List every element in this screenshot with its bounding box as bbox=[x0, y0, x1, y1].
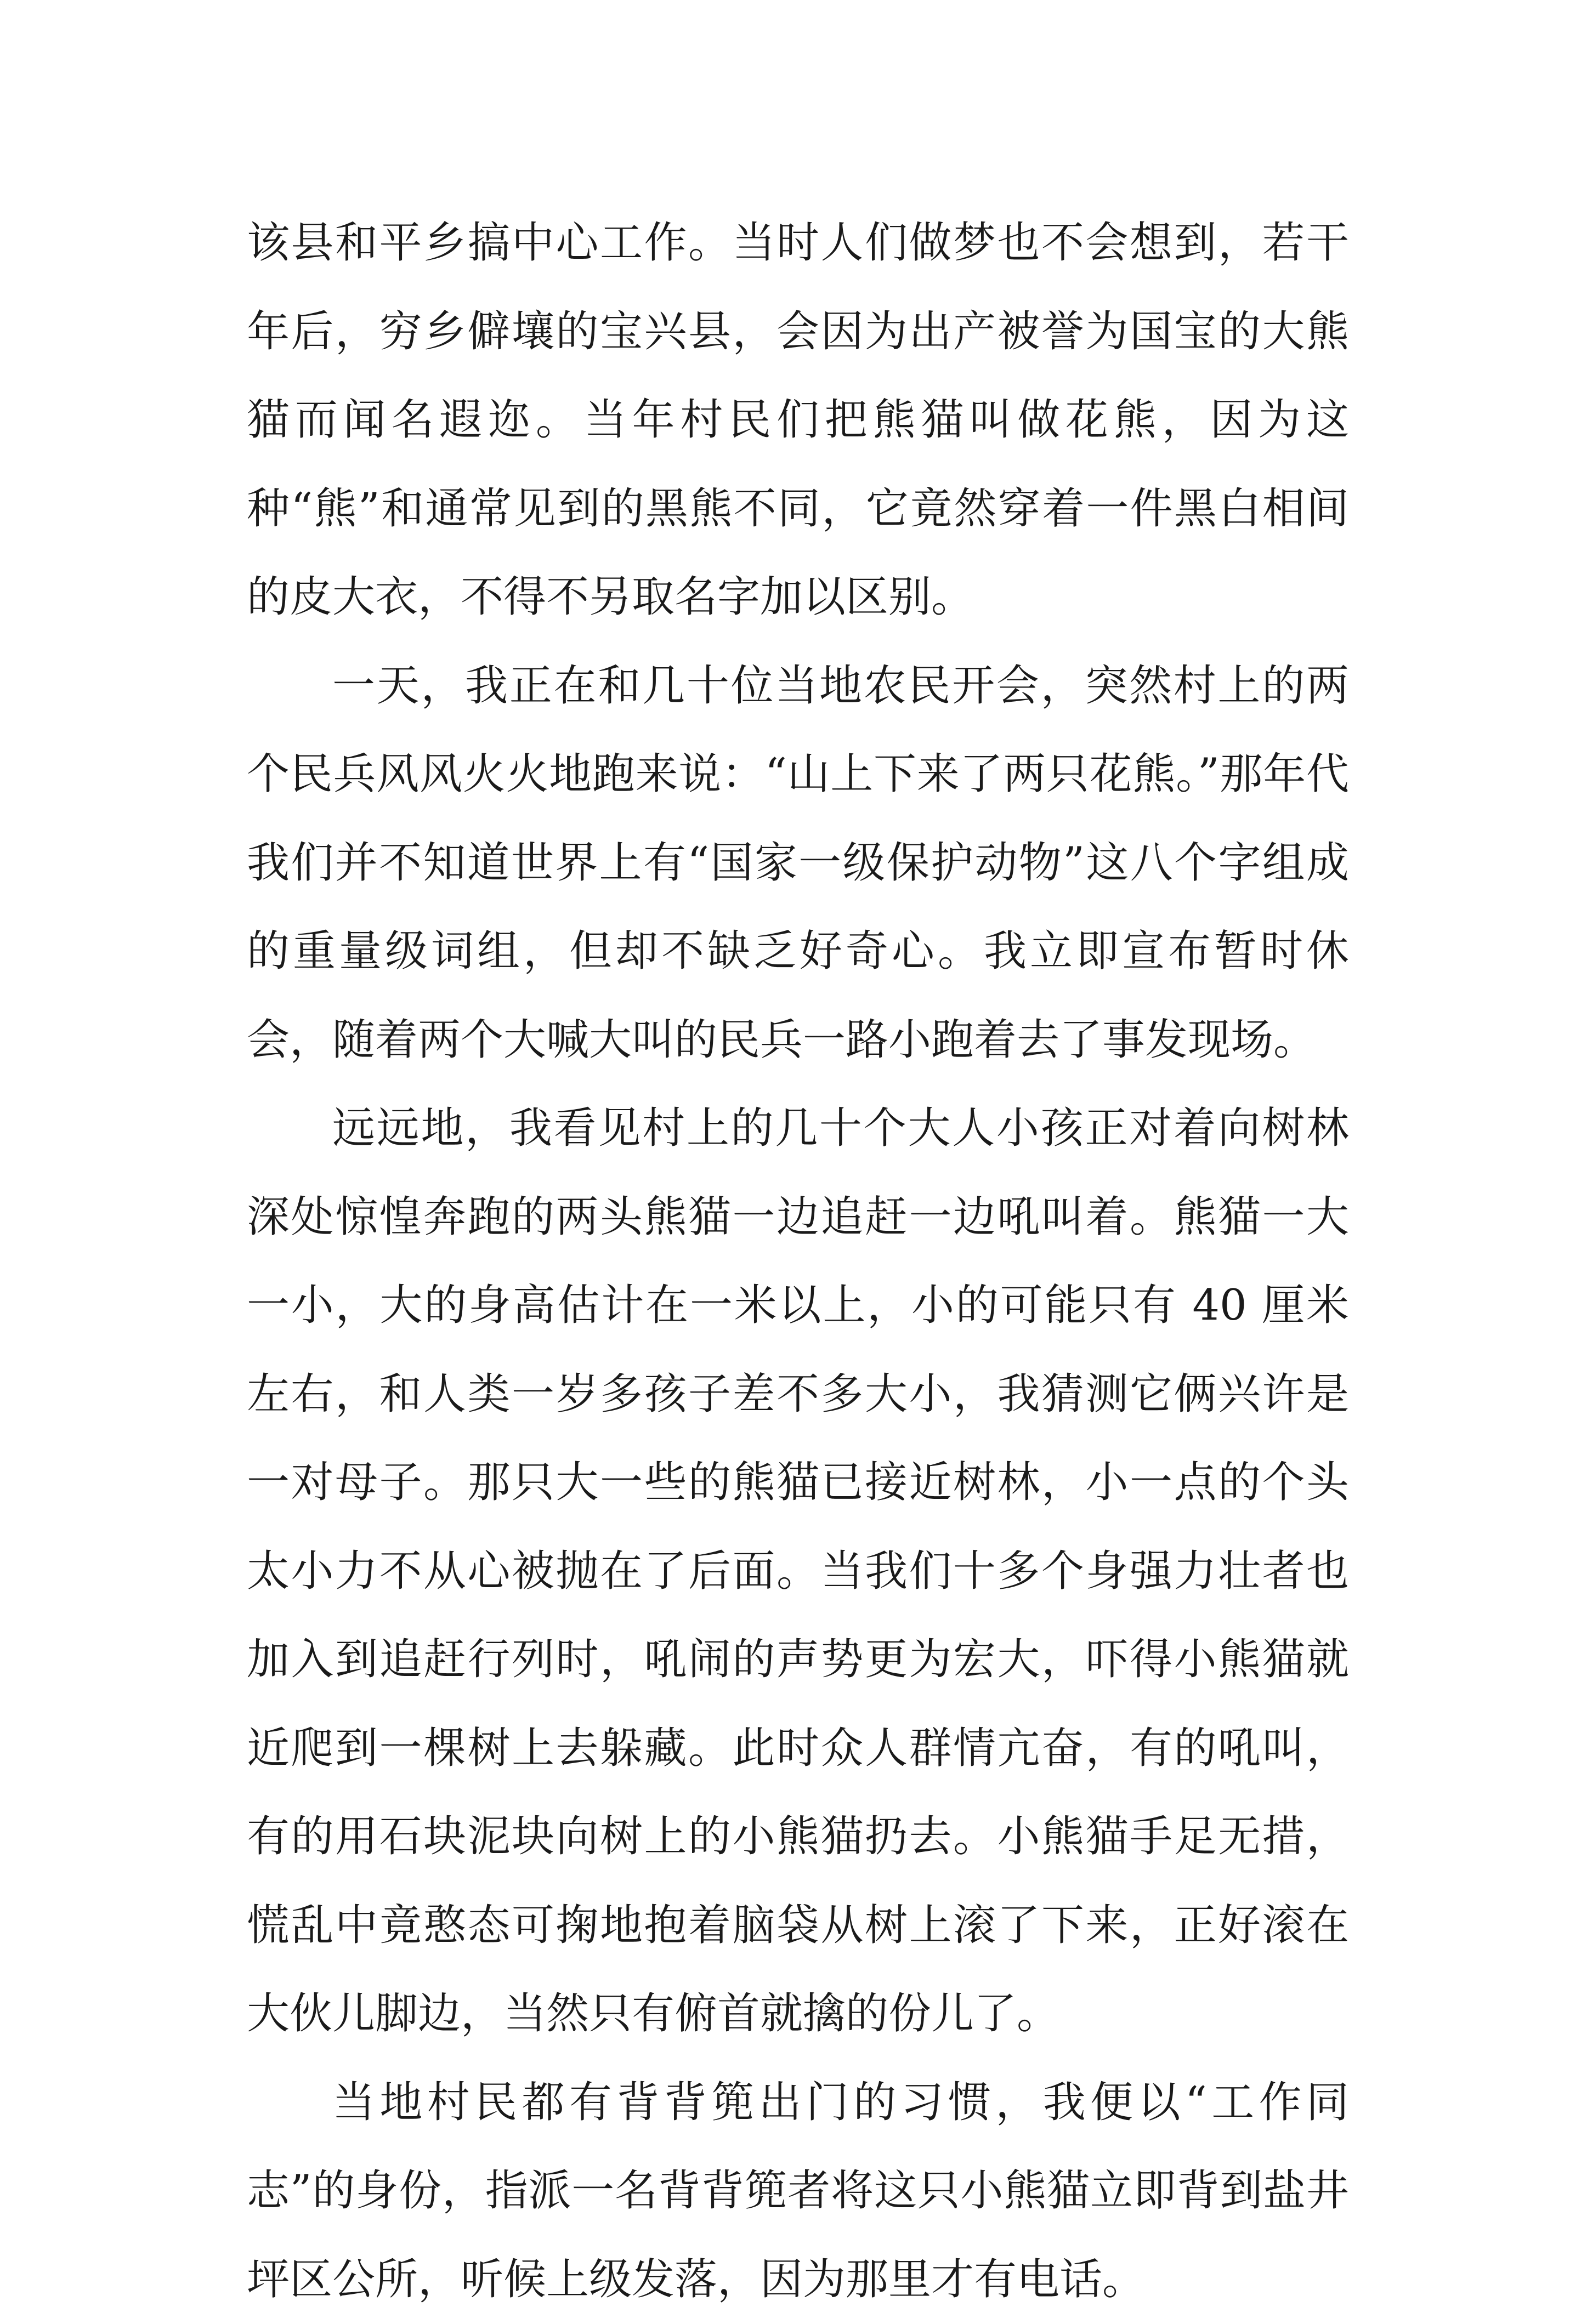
paragraph-meeting: 一天，我正在和几十位当地农民开会，突然村上的两个民兵风风火火地跑来说：“山上下来了两只花熊。”那年代我们并不知道世界上有“国家一级保护动物”这八个字组成的重量级词组，但却不缺乏好奇心。我立即宣布暂时休会，随着两个大喊大叫的民兵一路小跑着去了事发现场。 bbox=[247, 642, 1349, 1085]
paragraph-chase: 远远地，我看见村上的几十个大人小孩正对着向树林深处惊惶奔跑的两头熊猫一边追赶一边吼叫着。熊猫一大一小，大的身高估计在一米以上，小的可能只有 40 厘米左右，和人类一岁多孩子差不多大小，我猜测它俩兴许是一对母子。那只大一些的熊猫已接近树林，小一点的个头太小力不从心被抛在了后面。当我们十多个身强力壮者也加入到追赶行列时，吼闹的声势更为宏大，吓得小熊猫就近爬到一棵树上去躲藏。此时众人群情亢奋，有的吼叫，有的用石块泥块向树上的小熊猫扔去。小熊猫手足无措，慌乱中竟憨态可掬地抱着脑袋从树上滚了下来，正好滚在大伙儿脚边，当然只有俯首就擒的份儿了。 bbox=[247, 1084, 1349, 2059]
paragraph-carry: 当地村民都有背背篼出门的习惯，我便以“工作同志”的身份，指派一名背背篼者将这只小熊猫立即背到盐井坪区公所，听候上级发落，因为那里才有电话。 bbox=[247, 2059, 1349, 2324]
body-text bbox=[247, 199, 1349, 2324]
paragraph-continued: 该县和平乡搞中心工作。当时人们做梦也不会想到，若干年后，穷乡僻壤的宝兴县，会因为出产被誉为国宝的大熊猫而闻名遐迩。当年村民们把熊猫叫做花熊，因为这种“熊”和通常见到的黑熊不同，它竟然穿着一件黑白相间的皮大衣，不得不另取名字加以区别。 bbox=[247, 199, 1349, 642]
